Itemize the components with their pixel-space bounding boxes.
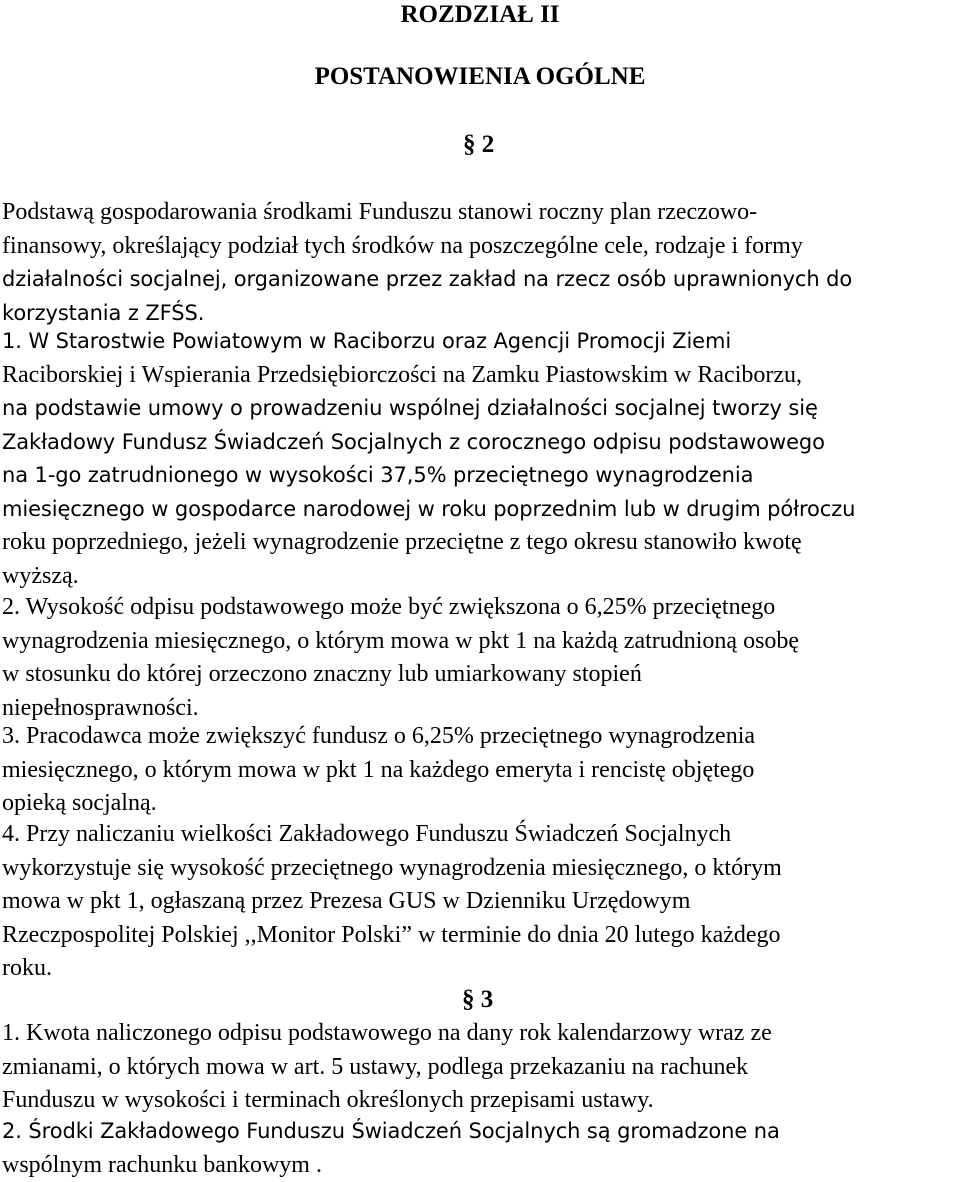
paragraph-line: wykorzystuje się wysokość przeciętnego wynagrodzenia miesięcznego, o którym [2, 852, 958, 886]
paragraph-point-3 [2, 720, 958, 821]
paragraph-s3-point-1 [2, 1017, 958, 1118]
paragraph-line: roku. [2, 952, 958, 986]
chapter-title: ROZDZIAŁ II [0, 0, 960, 30]
paragraph-line: miesięcznego, o którym mowa w pkt 1 na każdego emeryta i rencistę objętego [2, 754, 958, 788]
paragraph-line: Funduszu w wysokości i terminach określonych przepisami ustawy. [2, 1084, 958, 1118]
paragraph-line: wyższą. [2, 560, 958, 594]
paragraph-line: miesięcznego w gospodarce narodowej w roku poprzednim lub w drugim półroczu [2, 493, 958, 527]
section-heading-2: § 2 [463, 130, 494, 160]
paragraph-s3-point-2 [2, 1115, 958, 1182]
section-heading-3: § 3 [462, 985, 493, 1015]
paragraph-line: 2. Wysokość odpisu podstawowego może być zwiększona o 6,25% przeciętnego [2, 591, 958, 625]
paragraph-line: korzystania z ZFŚS. [2, 297, 958, 331]
paragraph-line: w stosunku do której orzeczono znaczny lub umiarkowany stopień [2, 658, 958, 692]
paragraph-line: Raciborskiej i Wspierania Przedsiębiorczości na Zamku Piastowskim w Raciborzu, [2, 359, 958, 393]
paragraph-line: 1. W Starostwie Powiatowym w Raciborzu oraz Agencji Promocji Ziemi [2, 325, 958, 359]
paragraph-point-4 [2, 818, 958, 986]
chapter-subtitle: POSTANOWIENIA OGÓLNE [0, 62, 960, 92]
paragraph-line: Rzeczpospolitej Polskiej ,,Monitor Polski” w terminie do dnia 20 lutego każdego [2, 919, 958, 953]
paragraph-line: mowa w pkt 1, ogłaszaną przez Prezesa GUS w Dzienniku Urzędowym [2, 885, 958, 919]
paragraph-line: 4. Przy naliczaniu wielkości Zakładowego Funduszu Świadczeń Socjalnych [2, 818, 958, 852]
paragraph-line: 1. Kwota naliczonego odpisu podstawowego na dany rok kalendarzowy wraz ze [2, 1017, 958, 1051]
paragraph-line: zmianami, o których mowa w art. 5 ustawy, podlega przekazaniu na rachunek [2, 1051, 958, 1085]
paragraph-line: wynagrodzenia miesięcznego, o którym mowa w pkt 1 na każdą zatrudnioną osobę [2, 625, 958, 659]
paragraph-line: roku poprzedniego, jeżeli wynagrodzenie przeciętne z tego okresu stanowiło kwotę [2, 526, 958, 560]
paragraph-line: niepełnosprawności. [2, 692, 958, 726]
paragraph-line: wspólnym rachunku bankowym . [2, 1149, 958, 1182]
paragraph-line: Podstawą gospodarowania środkami Funduszu stanowi roczny plan rzeczowo- [2, 196, 958, 230]
paragraph-line: działalności socjalnej, organizowane przez zakład na rzecz osób uprawnionych do [2, 263, 958, 297]
paragraph-point-2 [2, 591, 958, 725]
paragraph-intro [2, 196, 958, 330]
paragraph-line: opieką socjalną. [2, 787, 958, 821]
paragraph-point-1 [2, 325, 958, 593]
paragraph-line: 2. Środki Zakładowego Funduszu Świadczeń Socjalnych są gromadzone na [2, 1115, 958, 1149]
paragraph-line: Zakładowy Fundusz Świadczeń Socjalnych z corocznego odpisu podstawowego [2, 426, 958, 460]
paragraph-line: na 1-go zatrudnionego w wysokości 37,5% przeciętnego wynagrodzenia [2, 459, 958, 493]
paragraph-line: finansowy, określający podział tych środków na poszczególne cele, rodzaje i formy [2, 230, 958, 264]
paragraph-line: 3. Pracodawca może zwiększyć fundusz o 6,25% przeciętnego wynagrodzenia [2, 720, 958, 754]
paragraph-line: na podstawie umowy o prowadzeniu wspólnej działalności socjalnej tworzy się [2, 392, 958, 426]
